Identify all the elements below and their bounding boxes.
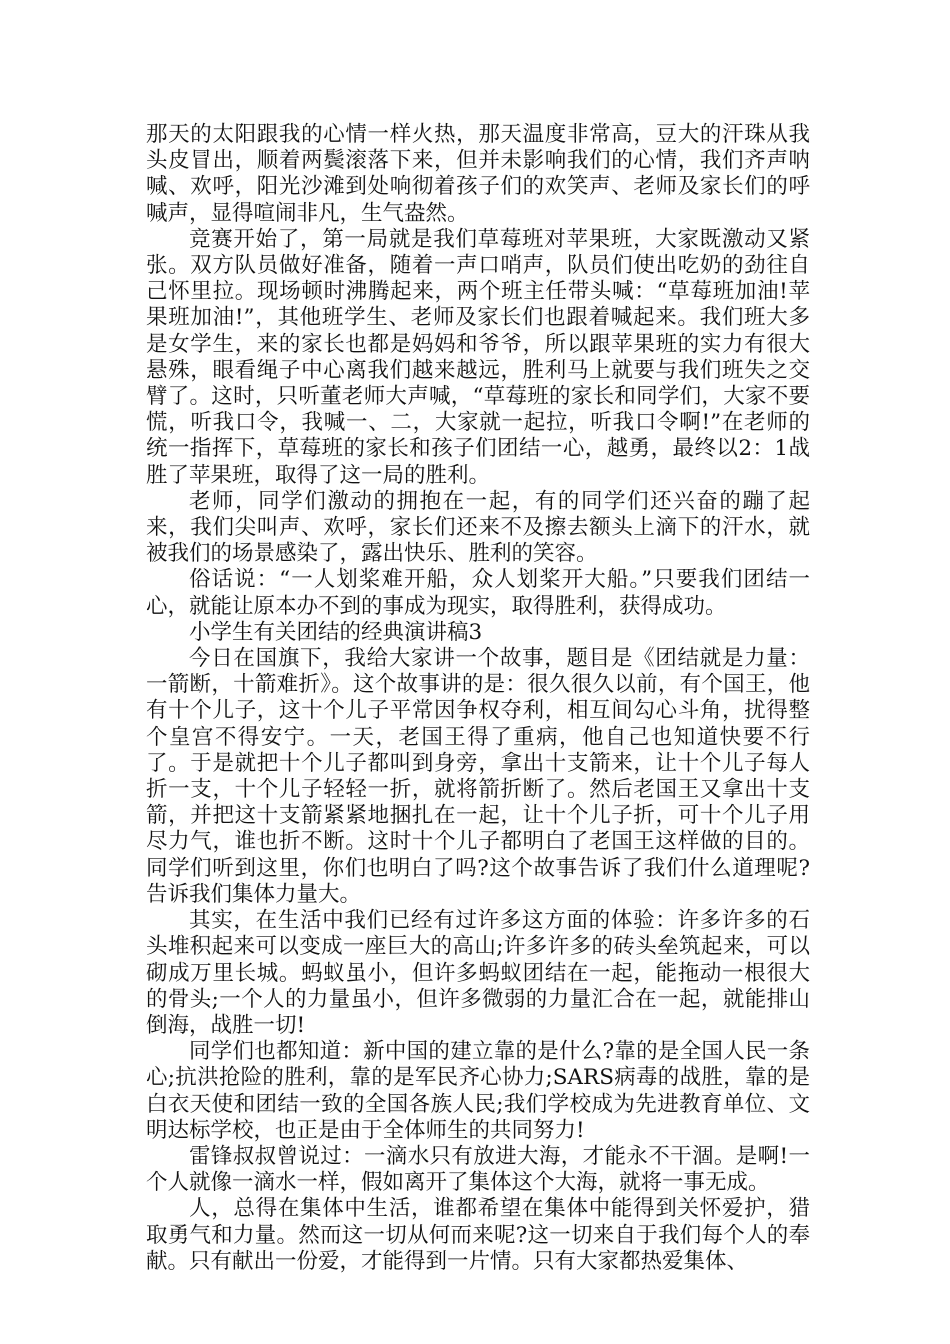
- paragraph-8: 雷锋叔叔曾说过：一滴水只有放进大海，才能永不干涸。是啊!一个人就像一滴水一样，假如离开了集体这个大海，就将一事无成。: [146, 1143, 810, 1196]
- paragraph-6: 其实，在生活中我们已经有过许多这方面的体验：许多许多的石头堆积起来可以变成一座巨大的高山;许多许多的砖头垒筑起来，可以砌成万里长城。蚂蚁虽小，但许多蚂蚁团结在一起，能拖动一根很大的骨头;一个人的力量虽小，但许多微弱的力量汇合在一起，就能排山倒海，战胜一切!: [146, 908, 810, 1038]
- paragraph-9: 人，总得在集体中生活，谁都希望在集体中能得到关怀爱护，猎取勇气和力量。然而这一切从何而来呢?这一切来自于我们每个人的奉献。只有献出一份爱，才能得到一片情。只有大家都热爱集体、: [146, 1196, 810, 1274]
- section-heading: 小学生有关团结的经典演讲稿3: [189, 619, 483, 645]
- paragraph-4: 俗话说：“一人划桨难开船，众人划桨开大船。”只要我们团结一心，就能让原本办不到的事成为现实，取得胜利，获得成功。: [146, 567, 810, 619]
- paragraph-1: 那天的太阳跟我的心情一样火热，那天温度非常高，豆大的汗珠从我头皮冒出，顺着两鬓滚落下来，但并未影响我们的心情，我们齐声呐喊、欢呼，阳光沙滩到处响彻着孩子们的欢笑声、老师及家长们的呼喊声，显得喧闹非凡，生气盎然。: [146, 122, 810, 226]
- paragraph-7: 同学们也都知道：新中国的建立靠的是什么?靠的是全国人民一条心;抗洪抢险的胜利，靠的是军民齐心协力;SARS病毒的战胜，靠的是白衣天使和团结一致的全国各族人民;我们学校成为先进教育单位、文明达标学校，也正是由于全体师生的共同努力!: [146, 1039, 810, 1143]
- paragraph-5: 今日在国旗下，我给大家讲一个故事，题目是《团结就是力量：一箭断，十箭难折》。这个故事讲的是：很久很久以前，有个国王，他有十个儿子，这十个儿子平常因争权夺利，相互间勾心斗角，扰得整个皇宫不得安宁。一天，老国王得了重病，他自己也知道快要不行了。于是就把十个儿子都叫到身旁，拿出十支箭来，让十个儿子每人折一支，十个儿子轻轻一折，就将箭折断了。然后老国王又拿出十支箭，并把这十支箭紧紧地捆扎在一起，让十个儿子折，可十个儿子用尽力气，谁也折不断。这时十个儿子都明白了老国王这样做的目的。同学们听到这里，你们也明白了吗?这个故事告诉了我们什么道理呢?告诉我们集体力量大。: [146, 646, 810, 907]
- paragraph-2: 竞赛开始了，第一局就是我们草莓班对苹果班，大家既激动又紧张。双方队员做好准备，随着一声口哨声，队员们使出吃奶的劲往自己怀里拉。现场顿时沸腾起来，两个班主任带头喊：“草莓班加油!苹果班加油!”，其他班学生、老师及家长们也跟着喊起来。我们班大多是女学生，来的家长也都是妈妈和爷爷，所以跟苹果班的实力有很大悬殊，眼看绳子中心离我们越来越远，胜利马上就要与我们班失之交臂了。这时，只听董老师大声喊，“草莓班的家长和同学们，大家不要慌，听我口令，我喊一、二，大家就一起拉，听我口令啊!”在老师的统一指挥下，草莓班的家长和孩子们团结一心，越勇，最终以2：1战胜了苹果班，取得了这一局的胜利。: [146, 226, 810, 488]
- document-body: [146, 122, 810, 1275]
- paragraph-3: 老师，同学们激动的拥抱在一起，有的同学们还兴奋的蹦了起来，我们尖叫声、欢呼，家长们还来不及擦去额头上滴下的汗水，就被我们的场景感染了，露出快乐、胜利的笑容。: [146, 488, 810, 567]
